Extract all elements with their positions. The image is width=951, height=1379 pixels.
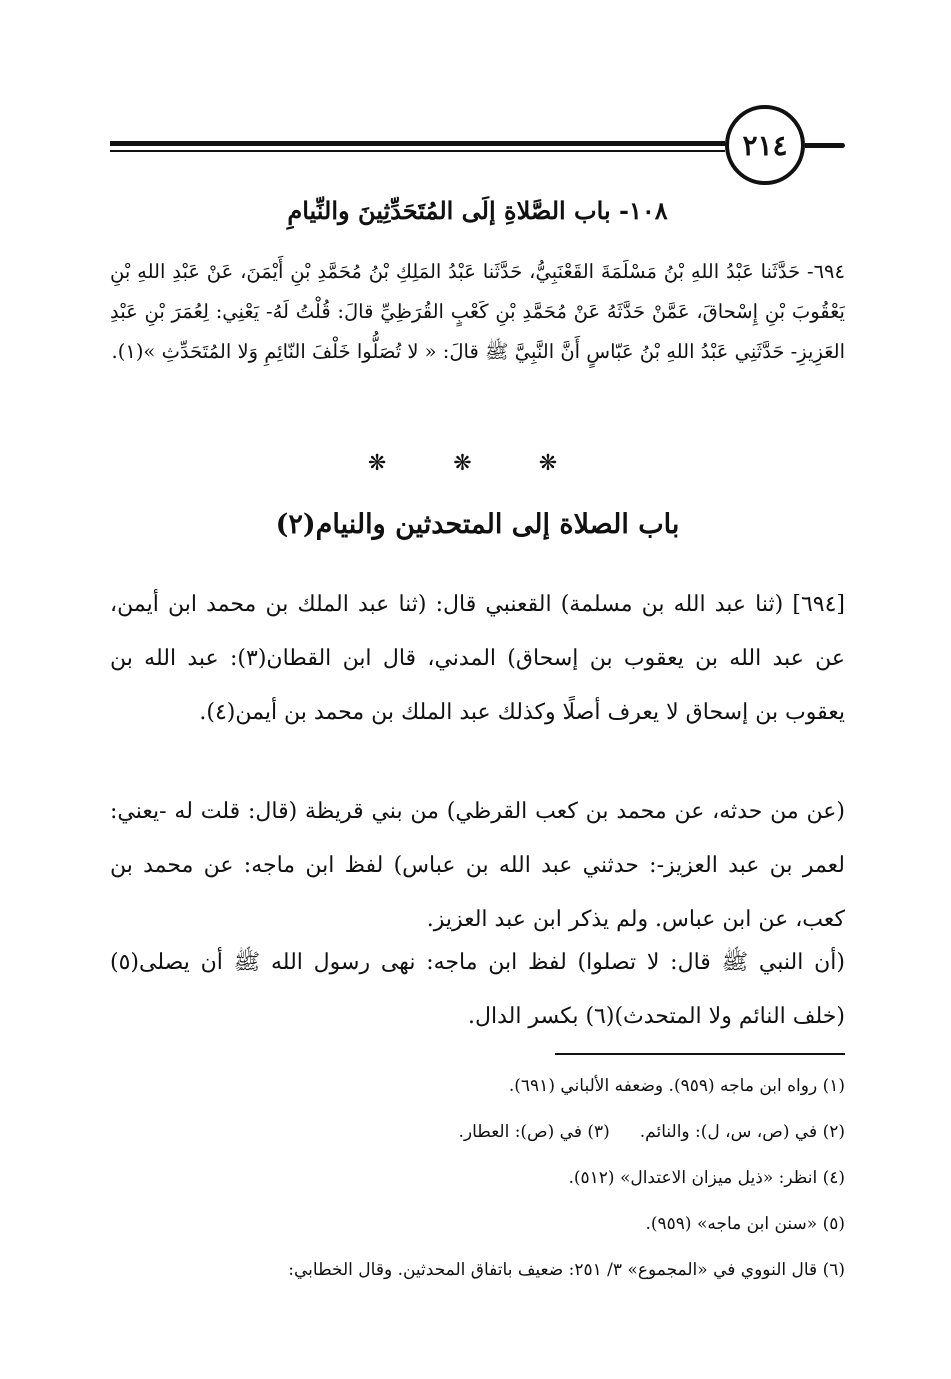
commentary-paragraph: (عن من حدثه، عن محمد بن كعب القرظي) من بني قريظة (قال: قلت له -يعني: لعمر بن عبد العزيز-: حدثني عبد الله بن عباس) لفظ ابن ماجه: عن محمد بن كعب، عن ابن عباس. ولم يذكر ابن عبد العزيز. xyxy=(110,799,845,932)
commentary-title: باب الصلاة إلى المتحدثين والنيام(٢) xyxy=(275,509,680,540)
chapter-title: ١٠٨- باب الصَّلاةِ إلَى المُتَحَدِّثِينَ والنِّيامِ xyxy=(287,196,668,225)
page-header xyxy=(110,103,845,183)
footnotes-list xyxy=(110,1063,845,1293)
footnote-divider xyxy=(555,1053,845,1055)
footnote xyxy=(110,1201,845,1247)
footnote xyxy=(110,1155,845,1201)
footnote-text: (٦) قال النووي في «المجموع» ٣/ ٢٥١: ضعيف باتفاق المحدثين. وقال الخطابي: xyxy=(288,1260,845,1280)
footnote-text: (٣) في (ص): العطار. xyxy=(458,1122,610,1142)
page-number: ٢١٤ xyxy=(725,105,805,185)
section-separator: ❋ ❋ ❋ xyxy=(367,451,588,476)
header-rule-right xyxy=(805,143,845,148)
footnote xyxy=(110,1247,845,1293)
footnote-text: (٢) في (ص، س، ل): والنائم. xyxy=(639,1122,845,1142)
hadith-text: ٦٩٤- حَدَّثَنا عَبْدُ اللهِ بْنُ مَسْلَمَةَ القَعْنَبِيُّ، حَدَّثَنا عَبْدُ المَلِكِ بْنُ مُحَمَّدِ بْنِ أَيْمَنَ، عَنْ عَبْدِ اللهِ بْنِ يَعْقُوبَ بْنِ إِسْحاقَ، عَمَّنْ حَدَّثَهُ عَنْ مُحَمَّدِ بْنِ كَعْبٍ القُرَظِيِّ قالَ: قُلْتُ لَهُ- يَعْنِي: لِعُمَرَ بْنِ عَبْدِ العَزِيزِ- حَدَّثَنِي عَبْدُ اللهِ بْنُ عَبّاسٍ أَنَّ النَّبِيَّ ﷺ قالَ: « لا تُصَلُّوا خَلْفَ النّائِمِ وَلا المُتَحَدِّثِ »(١). xyxy=(110,260,845,363)
footnote-text: (٤) انظر: «ذيل ميزان الاعتدال» (٥١٢). xyxy=(568,1168,845,1188)
footnote-text: (١) رواه ابن ماجه (٩٥٩). وضعفه الألباني (٦٩١). xyxy=(508,1076,845,1096)
footnote xyxy=(110,1063,845,1109)
commentary-paragraph: [٦٩٤] (ثنا عبد الله بن مسلمة) القعنبي قال: (ثنا عبد الملك بن محمد ابن أيمن، عن عبد الله بن يعقوب بن إسحاق) المدني، قال ابن القطان(٣): عبد الله بن يعقوب بن إسحاق لا يعرف أصلًا وكذلك عبد الملك بن محمد بن أيمن(٤). xyxy=(110,592,846,725)
footnote-text: (٥) «سنن ابن ماجه» (٩٥٩). xyxy=(645,1214,845,1234)
header-rule-thin xyxy=(110,150,725,152)
header-rule-thick xyxy=(110,141,725,146)
footnote xyxy=(110,1109,845,1155)
commentary-paragraph: (أن النبي ﷺ قال: لا تصلوا) لفظ ابن ماجه: نهى رسول الله ﷺ أن يصلى(٥) (خلف النائم ولا المتحدث)(٦) بكسر الدال. xyxy=(110,950,845,1029)
